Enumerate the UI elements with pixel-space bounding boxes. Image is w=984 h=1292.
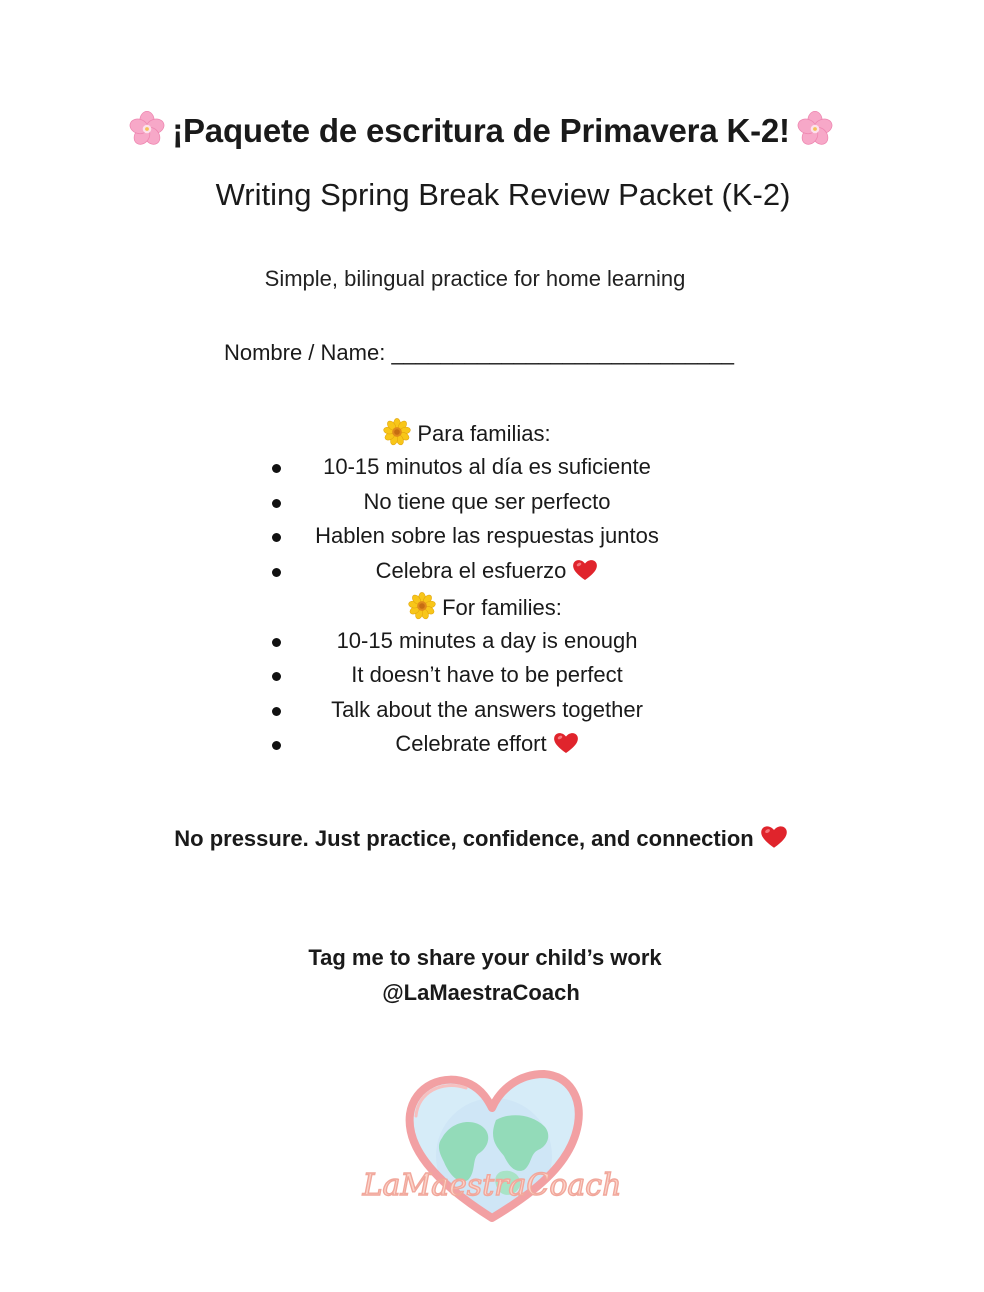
motto bbox=[0, 824, 962, 852]
list-item-content bbox=[287, 558, 687, 584]
sunflower-icon bbox=[408, 592, 436, 620]
social-handle: @LaMaestraCoach bbox=[382, 980, 580, 1005]
list-item bbox=[0, 454, 962, 488]
bullet bbox=[272, 464, 281, 473]
cherry-blossom-icon bbox=[796, 110, 834, 148]
cherry-blossom-icon bbox=[128, 110, 166, 148]
page-title bbox=[0, 110, 962, 150]
list-item-content bbox=[287, 731, 687, 757]
list-item-text: Celebrate effort bbox=[395, 731, 547, 756]
english-section-heading bbox=[4, 592, 966, 621]
sunflower-icon bbox=[383, 418, 411, 446]
list-item-text: Celebra el esfuerzo bbox=[375, 558, 567, 583]
title-text: ¡Paquete de escritura de Primavera K-2! bbox=[172, 112, 790, 149]
spanish-heading-text: Para familias: bbox=[417, 421, 551, 446]
list-item bbox=[0, 662, 962, 696]
list-item-text: 10-15 minutos al día es suficiente bbox=[323, 454, 651, 479]
tagline: Simple, bilingual practice for home learning bbox=[264, 266, 686, 291]
bullet bbox=[272, 638, 281, 647]
bullet bbox=[272, 568, 281, 577]
list-item-text: 10-15 minutes a day is enough bbox=[336, 628, 638, 653]
bullet bbox=[272, 533, 281, 542]
list-item-text: Talk about the answers together bbox=[331, 697, 643, 722]
spanish-section-heading bbox=[0, 418, 948, 447]
motto-text: No pressure. Just practice, confidence, and connection bbox=[174, 826, 754, 851]
lamaestracoach-logo bbox=[362, 1068, 622, 1236]
bullet bbox=[272, 707, 281, 716]
bullet bbox=[272, 672, 281, 681]
list-item-text: It doesn’t have to be perfect bbox=[351, 662, 623, 687]
bullet bbox=[272, 499, 281, 508]
list-item bbox=[0, 731, 962, 765]
list-item bbox=[0, 523, 962, 557]
red-heart-icon bbox=[760, 824, 788, 850]
red-heart-icon bbox=[572, 558, 598, 582]
red-heart-icon bbox=[553, 731, 579, 755]
name-field-line bbox=[0, 340, 962, 366]
list-item bbox=[0, 628, 962, 662]
list-item bbox=[0, 558, 962, 592]
name-field-text: Nombre / Name: ____________________________ bbox=[223, 340, 735, 365]
logo-text: LaMaestraCoach bbox=[362, 1168, 622, 1203]
share-prompt: Tag me to share your child’s work bbox=[308, 945, 662, 970]
list-item-text: No tiene que ser perfecto bbox=[363, 489, 611, 514]
list-item-text: Hablen sobre las respuestas juntos bbox=[315, 523, 659, 548]
english-heading-text: For families: bbox=[442, 595, 562, 620]
list-item bbox=[0, 697, 962, 731]
page-subtitle: Writing Spring Break Review Packet (K-2) bbox=[215, 177, 791, 212]
bullet bbox=[272, 741, 281, 750]
list-item bbox=[0, 489, 962, 523]
